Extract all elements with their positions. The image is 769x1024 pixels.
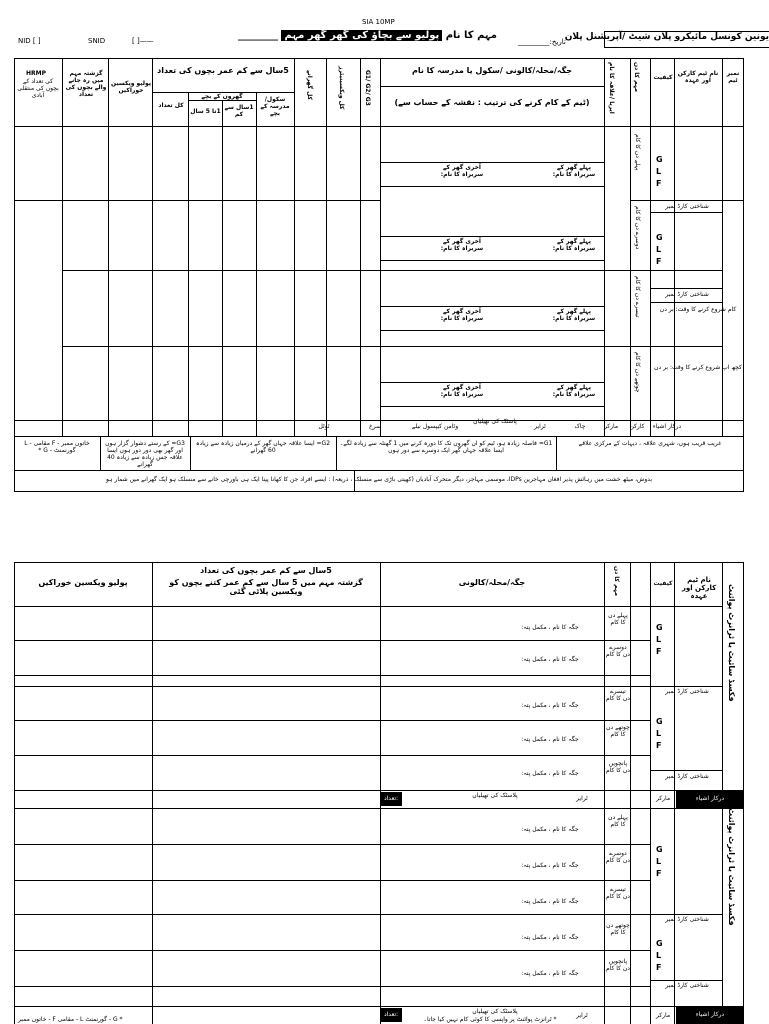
first-house-2: پہلے گھر کے سربراہ کا نام:	[552, 238, 596, 252]
footer-item-2: چاک	[574, 423, 586, 430]
start-time-2: کچھ اپ شروع کرنے کا وقت: بر دن	[654, 364, 742, 371]
s2-count-1: تعداد:	[380, 792, 402, 806]
s2-id-card-4: شناختی کارڈ نمبر	[665, 982, 709, 989]
legend-g3: G3= کے رستے دشوار گزار ہوں اور گھر بھی دور دور ہوں ایسا علاقہ جس زیادہ سے زیادہ 40 گھرانے	[105, 440, 185, 468]
day-4-label: چوتھے دن کا کام	[634, 352, 641, 393]
last-house-1: آخری گھر کے سربراہ کا نام:	[440, 164, 484, 178]
footer-item-5: وٹامن کیپسول نیلے	[411, 423, 459, 430]
glf-g: G	[656, 717, 663, 726]
hdr-children-total: 5سال سے کم عمر بچوں کی تعداد	[157, 66, 289, 75]
place-line-5: جگہ کا نام ، مکمل پتہ:	[521, 770, 579, 777]
form-code: SIA 10MP	[362, 18, 395, 26]
glf-g: G	[656, 623, 663, 632]
s2-day-8: تیسرے دن کا کام	[606, 886, 630, 900]
first-house-4: پہلے گھر کے سربراہ کا نام:	[552, 384, 596, 398]
place-line-8: جگہ کا نام ، مکمل پتہ:	[521, 898, 579, 905]
glf-f: F	[656, 257, 662, 266]
place-line-6: جگہ کا نام ، مکمل پتہ:	[521, 826, 579, 833]
footer-item-4: پاسٹک کی تھیلیاں	[473, 418, 517, 425]
campaign-title	[238, 30, 497, 41]
glf-2	[656, 232, 663, 268]
hdr-status: کیفیت	[653, 74, 673, 81]
s2-items-2: درکار اشیاء	[676, 1006, 744, 1024]
s2-day-4: چوتھے دن کا کام	[606, 724, 630, 738]
hdr-missed-children: گزشتہ مہم میں رہ جانے والے بچوں کی تعداد	[65, 70, 107, 98]
glf-l: L	[656, 635, 662, 644]
date-line: _________	[518, 38, 550, 46]
s2-hdr-location: جگہ/محلہ/کالونی	[458, 578, 526, 587]
place-line-10: جگہ کا نام ، مکمل پتہ:	[521, 970, 579, 977]
campaign-title-line: ________	[238, 30, 278, 41]
s2-glf-2	[656, 716, 663, 752]
s2-hdr-polio: پولیو ویکسین خوراکیں	[38, 578, 128, 587]
glf-l: L	[656, 167, 662, 176]
s2-day-7: دوسرے دن کا کام	[606, 850, 630, 864]
s2-day-3: تیسرے دن کا کام	[606, 688, 630, 702]
snid-label: SNID	[88, 37, 106, 45]
first-house-1: پہلے گھر کے سربراہ کا نام:	[552, 164, 596, 178]
s2-day-6: پہلے دن کا کام	[608, 814, 628, 828]
hdr-location-sub: (ٹیم کے کام کرنے کی ترتیب : نقشہ کے حساب سے)	[394, 98, 590, 107]
start-time-1: کام شروع کرنے کا وقت: بر دن	[659, 306, 737, 313]
date-field	[518, 38, 566, 46]
sheet-title: یونین کونسل مائیکرو پلان شیٹ /آپریشنل پلان	[604, 31, 769, 48]
place-line-2: جگہ کا نام ، مکمل پتہ:	[521, 656, 579, 663]
glf-g: G	[656, 233, 663, 242]
day-1-label: پہلے دن کا کام	[634, 134, 641, 171]
hdr-house-children: گھروں کے بچے	[201, 93, 243, 100]
legend-g1: G1= فاصلہ زیادہ ہو، ٹیم کو ان گھروں تک کا دورہ کرنے میں 1 گھنٹہ سے زیادہ لگے۔ ایسا علاقہ جہاں گھر ایک دوسرے سے دور ہوں	[339, 440, 553, 454]
hdr-hrmp-sub: کی تعداد کے بچوں کی منتقلی آبادی	[17, 78, 59, 99]
footer-item-3: ٹرایر	[534, 423, 546, 430]
footer-item-0: کارکن	[629, 423, 645, 430]
day-3-label: تیسرے دن کا کام	[634, 276, 641, 318]
hdr-member-name: نام ٹیم کارکن اور عہدہ	[677, 70, 719, 84]
id-card-1: شناختی کارڈ نمبر	[665, 203, 709, 210]
s2-bags-2: پلاسٹک کی تھیلیاں	[472, 1008, 518, 1015]
s2-day-5: پانچویں دن کا کام	[606, 760, 630, 774]
hdr-total-count: کل تعداد	[158, 102, 184, 109]
place-line-9: جگہ کا نام ، مکمل پتہ:	[521, 934, 579, 941]
s2-hdr-children-sub: گزشتہ مہم میں 5 سال سے کم عمر کتنے بچوں کو ویکسین پلائی گئی	[169, 578, 363, 596]
s2-id-card-3: شناختی کارڈ نمبر	[665, 916, 709, 923]
s2-hdr-children: 5سال سے کم عمر بچوں کی تعداد	[200, 566, 332, 575]
fixed-site-table	[14, 562, 744, 1024]
last-house-3: آخری گھر کے سربراہ کا نام:	[440, 308, 484, 322]
legend-area: غریب قریب ہوں، شہری علاقہ ، دیہات کے مرکزی علاقے	[578, 440, 722, 447]
place-line-1: جگہ کا نام ، مکمل پتہ:	[521, 624, 579, 631]
s2-marker-2: مارکر	[655, 1012, 671, 1019]
hdr-under1: 1سال سے کم	[224, 104, 254, 118]
s2-id-card-2: شناختی کارڈ نمبر	[665, 773, 709, 780]
s2-items-1: درکار اشیاء	[676, 790, 744, 808]
glf-f: F	[656, 741, 662, 750]
s2-hdr-status: کیفیت	[653, 580, 673, 587]
glf-g: G	[656, 939, 663, 948]
glf-g: G	[656, 155, 663, 164]
legend-member-types: خاتون ممبر - F مقامی - L گورنمنٹ - G *	[24, 440, 90, 454]
hdr-campaign-day: مہم کا دن	[633, 62, 640, 93]
hdr-polio-vaccine: پولیو ویکسین خوراکیں	[111, 80, 151, 94]
glf-f: F	[656, 869, 662, 878]
last-house-2: آخری گھر کے سربراہ کا نام:	[440, 238, 484, 252]
hdr-g-categories: G1/ G2/ G3	[364, 70, 371, 106]
glf-l: L	[656, 729, 662, 738]
hdr-age1to5: 1تا 5 سال	[190, 108, 221, 115]
s2-marker-1: مارکر	[655, 795, 671, 802]
day-2-label: دوسرے دن کا کام	[634, 206, 641, 250]
s2-day-1: پہلے دن کا کام	[608, 612, 628, 626]
footer-required-items: درکار اشیاء	[652, 423, 682, 430]
s2-id-card-1: شناختی کارڈ نمبر	[665, 688, 709, 695]
last-house-4: آخری گھر کے سربراہ کا نام:	[440, 384, 484, 398]
glf-g: G	[656, 845, 663, 854]
hdr-hrmp: HRMP	[26, 70, 47, 77]
id-card-2: شناختی کارڈ نمبر	[665, 291, 709, 298]
hdr-vaccinators: کل ویکسینیٹرز	[338, 66, 345, 110]
s2-day-9: چوتھے دن کا کام	[606, 922, 630, 936]
legend-g2: G2= ایسا علاقہ جہاں گھر کے درمیان زیادہ سے زیادہ 60 گھرانے	[195, 440, 331, 454]
s2-glf-1	[656, 622, 663, 658]
glf-f: F	[656, 963, 662, 972]
place-line-7: جگہ کا نام ، مکمل پتہ:	[521, 862, 579, 869]
footer-item-6: سرخ	[368, 423, 382, 430]
glf-l: L	[656, 951, 662, 960]
footer-item-7: ٹوٹل	[318, 423, 330, 430]
hdr-school-children: سکول/ مدرسہ کے بچے	[260, 96, 290, 117]
s2-side-label-1: فکسڈ سائیٹ یا ٹرانزٹ پوائنٹ	[727, 584, 736, 702]
hdr-team-no: نمبر ٹیم	[726, 70, 740, 84]
date-label: تاریخ:	[549, 38, 566, 46]
glf-l: L	[656, 857, 662, 866]
first-house-3: پہلے گھر کے سربراہ کا نام:	[552, 308, 596, 322]
glf-1	[656, 154, 663, 190]
glf-l: L	[656, 245, 662, 254]
s2-dryer-2: ٹرایر	[576, 1012, 588, 1019]
s2-side-label-2: فکسڈ سائیٹ یا ٹرانزٹ پوائنٹ	[727, 808, 736, 926]
place-line-4: جگہ کا نام ، مکمل پتہ:	[521, 736, 579, 743]
s2-count-2: تعداد:	[380, 1008, 402, 1022]
glf-f: F	[656, 179, 662, 188]
s2-hdr-member: نام ٹیم کارکن اور عہدہ	[681, 576, 717, 600]
place-line-3: جگہ کا نام ، مکمل پتہ:	[521, 702, 579, 709]
snid-bracket: [ ]——	[132, 37, 154, 45]
s2-hdr-day: مہم کا دن	[613, 566, 620, 597]
hdr-location: جگہ/محلہ/کالونی /سکول یا مدرسہ کا نام	[412, 66, 572, 75]
campaign-title-suffix: مہم کا نام	[445, 30, 497, 41]
s2-bags-1: پلاسٹک کی تھیلیاں	[472, 792, 518, 799]
note-line: بدوش، میٹھ خشت میں رہائش پذیر افغان مہاجرین IDPs، موسمی مہاجر، دیگر متحرک آبادیاں (کھیتی باڑی سے منسلک ، ذریعہ) : ایسے افراد جن کا کھانا پینا ایک ہی باورچی خانے سے منسلک ہو ایک گھرانے میں شمار ہو	[105, 476, 653, 483]
s2-day-10: پانچویں دن کا کام	[606, 958, 630, 972]
s2-glf-4	[656, 938, 663, 974]
hdr-houses: کل گھرانے	[306, 70, 313, 100]
glf-f: F	[656, 647, 662, 656]
footer-item-1: مارکر	[603, 423, 619, 430]
nid-label: NID [ ]	[18, 37, 41, 45]
s2-dryer-1: ٹرایر	[576, 795, 588, 802]
campaign-title-main: پولیو سے بچاؤ کی گھر گھر مہم	[281, 30, 442, 41]
s2-bottom-legend: خاتون ممبر - F مقامی - L گورنمنٹ - G *	[18, 1016, 123, 1023]
s2-day-2: دوسرے دن کا کام	[606, 644, 630, 658]
s2-bottom-note: * ٹرانزٹ پوائنٹ پر واپسی کا کوئی کام نہیں کیا جاتا۔	[423, 1016, 557, 1023]
s2-glf-3	[656, 844, 663, 880]
hdr-area: ایریا /علاقہ کا نام	[608, 62, 615, 114]
